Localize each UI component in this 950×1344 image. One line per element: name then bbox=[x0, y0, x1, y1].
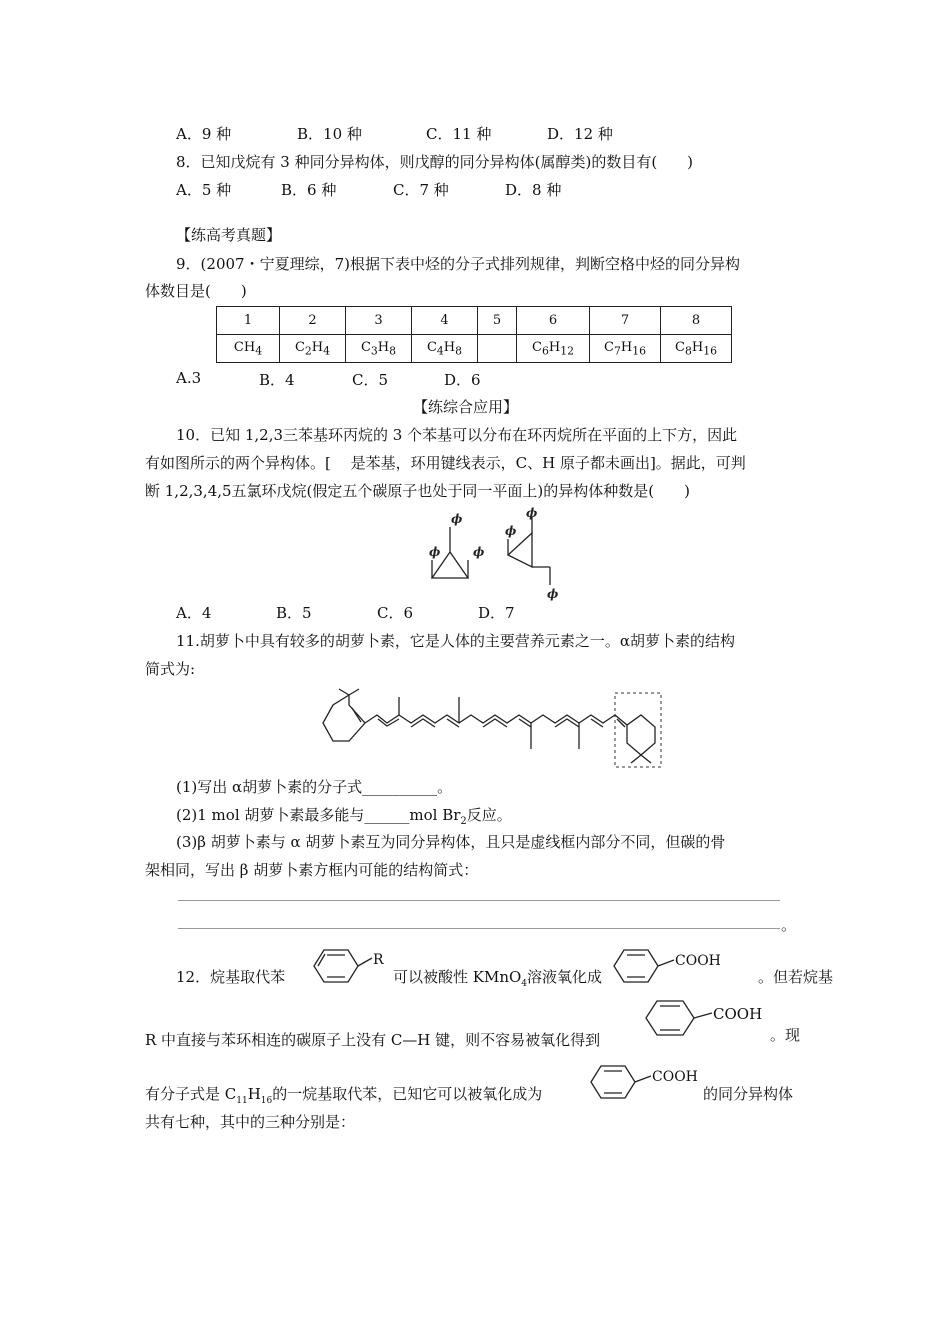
answer-line bbox=[178, 928, 780, 929]
benzoic-acid-structure bbox=[585, 1060, 705, 1104]
q10-option-c: C．6 bbox=[377, 604, 414, 622]
q12-para3-d: 的同分异构体 bbox=[703, 1085, 794, 1103]
table-cell: 8 bbox=[661, 307, 732, 335]
table-cell: $C_6H_{12}$ bbox=[517, 335, 590, 363]
q11-sub2: (2)1 mol 胡萝卜素最多能与______mol $Br_2$反应。 bbox=[176, 806, 512, 827]
q9-stem-line2: 体数目是( ) bbox=[145, 282, 247, 300]
q10-line3: 断 1,2,3,4,5五氯环戊烷(假定五个碳原子也处于同一平面上)的异构体种数是( ) bbox=[145, 482, 690, 500]
q8-option-b: B．6 种 bbox=[281, 181, 337, 199]
q9-stem-line1: 9．(2007・宁夏理综，7)根据下表中烃的分子式排列规律，判断空格中烃的同分异构 bbox=[176, 255, 740, 273]
table-cell: $C_8H_{16}$ bbox=[661, 335, 732, 363]
table-cell-empty bbox=[478, 335, 517, 363]
table-cell: 1 bbox=[217, 307, 280, 335]
q10-line2: 有如图所示的两个异构体。[ 是苯基，环用键线表示，C、H 原子都未画出]。据此，可判 bbox=[145, 454, 746, 472]
q12-para1-b: 可以被酸性 KMnO$_4$溶液氧化成 bbox=[393, 968, 603, 989]
q12-para2-a: R 中直接与苯环相连的碳原子上没有 C—H 键，则不容易被氧化得到 bbox=[145, 1031, 601, 1049]
q8-stem: 8．已知戊烷有 3 种同分异构体，则戊醇的同分异构体(属醇类)的数目有( ) bbox=[176, 153, 694, 171]
cooh-label: COOH bbox=[652, 1069, 698, 1085]
table-cell: $C_4H_8$ bbox=[412, 335, 478, 363]
q8-option-a: A．5 种 bbox=[176, 181, 232, 199]
q10-line1: 10．已知 1,2,3三苯基环丙烷的 3 个苯基可以分布在环丙烷所在平面的上下方，因此 bbox=[176, 426, 738, 444]
q9-option-c: C．5 bbox=[352, 371, 389, 389]
dashed-box bbox=[615, 693, 661, 767]
q10-isomer-figure bbox=[420, 505, 570, 605]
q9-option-d: D．6 bbox=[444, 371, 481, 389]
q10-option-a: A．4 bbox=[176, 604, 212, 622]
q7-option-d: D．12 种 bbox=[547, 125, 613, 143]
q7-option-a: A．9 种 bbox=[176, 125, 232, 143]
isomer-2 bbox=[505, 506, 559, 601]
q12-para4: 共有七种，其中的三种分别是： bbox=[145, 1113, 356, 1131]
q12-para2-b: 。现 bbox=[770, 1026, 801, 1044]
phenyl-label: ϕ bbox=[429, 545, 441, 559]
r-group-label: R bbox=[373, 952, 384, 968]
phenyl-label: ϕ bbox=[526, 506, 538, 520]
benzoic-acid-structure bbox=[608, 944, 728, 988]
table-cell: $CH_4$ bbox=[217, 335, 280, 363]
q7-option-b: B．10 种 bbox=[297, 125, 362, 143]
cooh-label: COOH bbox=[675, 953, 721, 969]
q11-sub1: (1)写出 α胡萝卜素的分子式__________。 bbox=[176, 778, 453, 796]
q10-option-d: D．7 bbox=[478, 604, 515, 622]
table-cell: 4 bbox=[412, 307, 478, 335]
answer-end-mark: 。 bbox=[781, 916, 797, 934]
q9-table-row-numbers bbox=[217, 307, 732, 335]
q12-para1-a: 12．烷基取代苯 bbox=[176, 968, 286, 986]
alpha-carotene-structure bbox=[315, 685, 665, 770]
q8-option-c: C．7 种 bbox=[393, 181, 449, 199]
table-cell: $C_3H_8$ bbox=[346, 335, 412, 363]
q11-line1: 11.胡萝卜中具有较多的胡萝卜素，它是人体的主要营养元素之一。α胡萝卜素的结构 bbox=[176, 632, 735, 650]
q12-para3-a: 有分子式是 $C_{11}H_{16}$的一烷基取代苯，已知它可以被氧化成为 bbox=[145, 1085, 543, 1106]
benzoic-acid-structure bbox=[640, 995, 770, 1041]
q11-line2: 简式为: bbox=[145, 660, 196, 678]
q10-option-b: B．5 bbox=[276, 604, 312, 622]
phenyl-label: ϕ bbox=[473, 545, 485, 559]
q9-option-a: A.3 bbox=[176, 369, 202, 387]
answer-line bbox=[178, 900, 780, 901]
q9-table bbox=[216, 306, 732, 363]
table-cell: 6 bbox=[517, 307, 590, 335]
section-title-gaokao: 【练高考真题】 bbox=[176, 226, 282, 244]
q11-sub3-line2: 架相同，写出 β 胡萝卜素方框内可能的结构简式： bbox=[145, 861, 479, 879]
table-cell: 5 bbox=[478, 307, 517, 335]
q11-sub3-line1: (3)β 胡萝卜素与 α 胡萝卜素互为同分异构体，且只是虚线框内部分不同，但碳的骨 bbox=[176, 833, 726, 851]
phenyl-label: ϕ bbox=[547, 587, 559, 601]
section-title-zonghe: 【练综合应用】 bbox=[413, 398, 519, 416]
table-cell: 2 bbox=[280, 307, 346, 335]
q9-table-row-formulas bbox=[217, 335, 732, 363]
phenyl-label: ϕ bbox=[451, 512, 463, 526]
table-cell: 7 bbox=[590, 307, 661, 335]
q8-option-d: D．8 种 bbox=[505, 181, 562, 199]
q7-option-c: C．11 种 bbox=[426, 125, 492, 143]
table-cell: 3 bbox=[346, 307, 412, 335]
table-cell: $C_2H_4$ bbox=[280, 335, 346, 363]
q12-para1-d: 。但若烷基 bbox=[758, 968, 834, 986]
isomer-1 bbox=[429, 512, 485, 578]
q9-option-b: B．4 bbox=[259, 371, 295, 389]
alkylbenzene-structure bbox=[300, 944, 390, 988]
table-cell: $C_7H_{16}$ bbox=[590, 335, 661, 363]
cooh-label: COOH bbox=[713, 1005, 763, 1023]
phenyl-label: ϕ bbox=[505, 524, 517, 538]
